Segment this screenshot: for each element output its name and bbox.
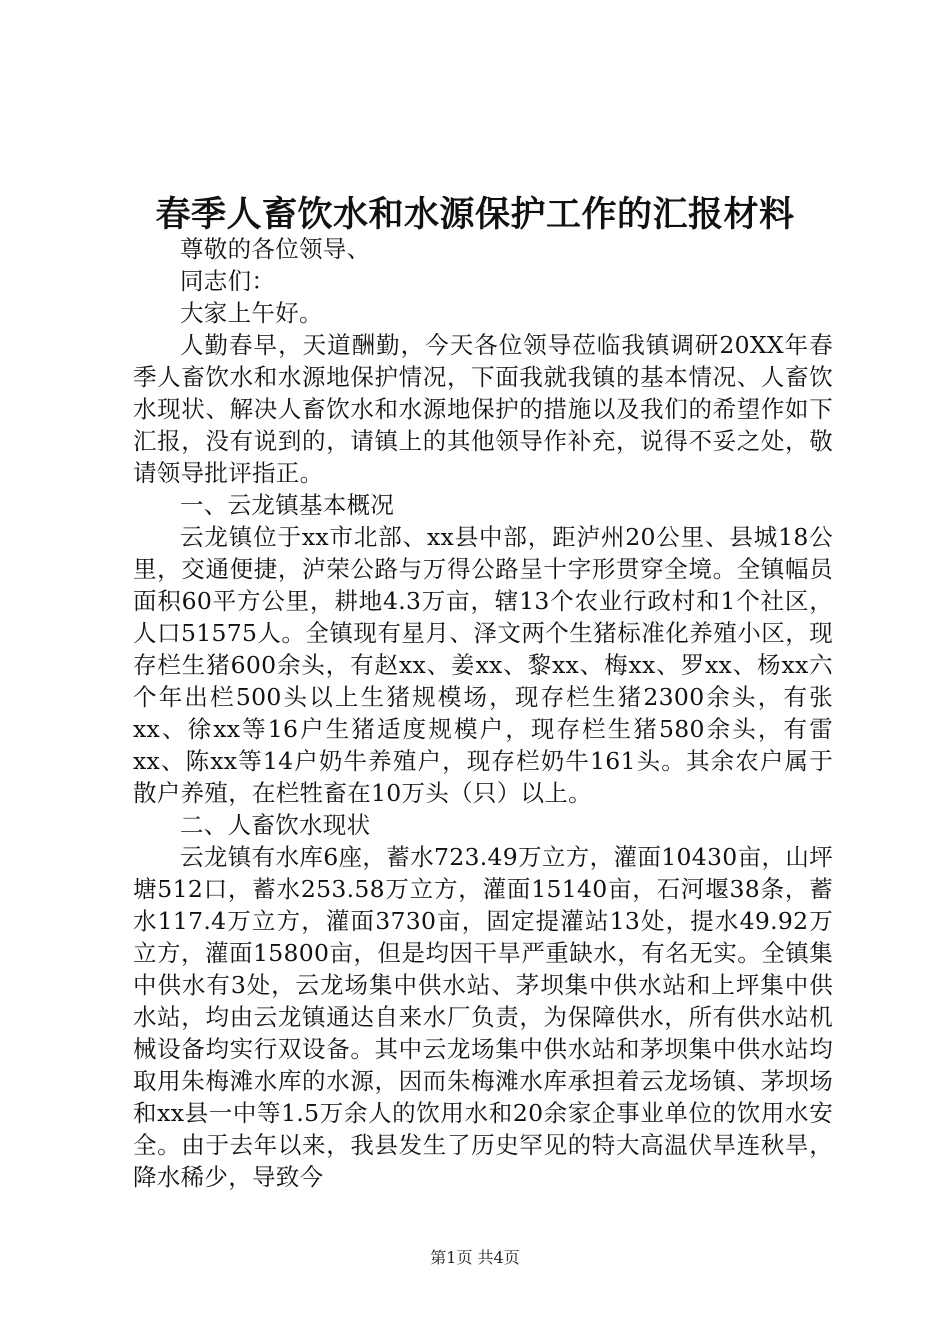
- section-1-paragraph: 云龙镇位于xx市北部、xx县中部，距泸州20公里、县城18公里，交通便捷，泸荣公路与万得公路呈十字形贯穿全境。全镇幅员面积60平方公里，耕地4.3万亩，辖13个农业行政村和1个社区，人口51575人。全镇现有星月、泽文两个生猪标准化养殖小区，现存栏生猪600余头，有赵xx、姜xx、黎xx、梅xx、罗xx、杨xx六个年出栏500头以上生猪规模场，现存栏生猪2300余头，有张xx、徐xx等16户生猪适度规模户，现存栏生猪580余头，有雷xx、陈xx等14户奶牛养殖户，现存栏奶牛161头。其余农户属于散户养殖，在栏牲畜在10万头（只）以上。: [133, 523, 833, 807]
- document-body: [133, 233, 833, 1193]
- document-title: 春季人畜饮水和水源保护工作的汇报材料: [155, 194, 795, 235]
- section-2-paragraph: 云龙镇有水库6座，蓄水723.49万立方，灌面10430亩，山坪塘512口，蓄水253.58万立方，灌面15140亩，石河堰38条，蓄水117.4万立方，灌面3730亩，固定提灌站13处，提水49.92万立方，灌面15800亩，但是均因干旱严重缺水，有名无实。全镇集中供水有3处，云龙场集中供水站、茅坝集中供水站和上坪集中供水站，均由云龙镇通达自来水厂负责，为保障供水，所有供水站机械设备均实行双设备。其中云龙场集中供水站和茅坝集中供水站均取用朱梅滩水库的水源，因而朱梅滩水库承担着云龙场镇、茅坝场和xx县一中等1.5万余人的饮用水和20余家企事业单位的饮用水安全。由于去年以来，我县发生了历史罕见的特大高温伏旱连秋旱，降水稀少，导致今: [133, 843, 833, 1191]
- intro-paragraph: 人勤春早，天道酬勤，今天各位领导莅临我镇调研20XX年春季人畜饮水和水源地保护情况，下面我就我镇的基本情况、人畜饮水现状、解决人畜饮水和水源地保护的措施以及我们的希望作如下汇报，没有说到的，请镇上的其他领导作补充，说得不妥之处，敬请领导批评指正。: [133, 331, 833, 487]
- section-heading-1: 一、云龙镇基本概况: [180, 491, 395, 519]
- page-number-footer: 第1页 共4页: [430, 1248, 520, 1267]
- salutation-line-2: 同志们：: [180, 267, 276, 295]
- section-heading-2: 二、人畜饮水现状: [180, 811, 371, 839]
- salutation-line-1: 尊敬的各位领导、: [180, 235, 371, 263]
- greeting: 大家上午好。: [180, 299, 323, 327]
